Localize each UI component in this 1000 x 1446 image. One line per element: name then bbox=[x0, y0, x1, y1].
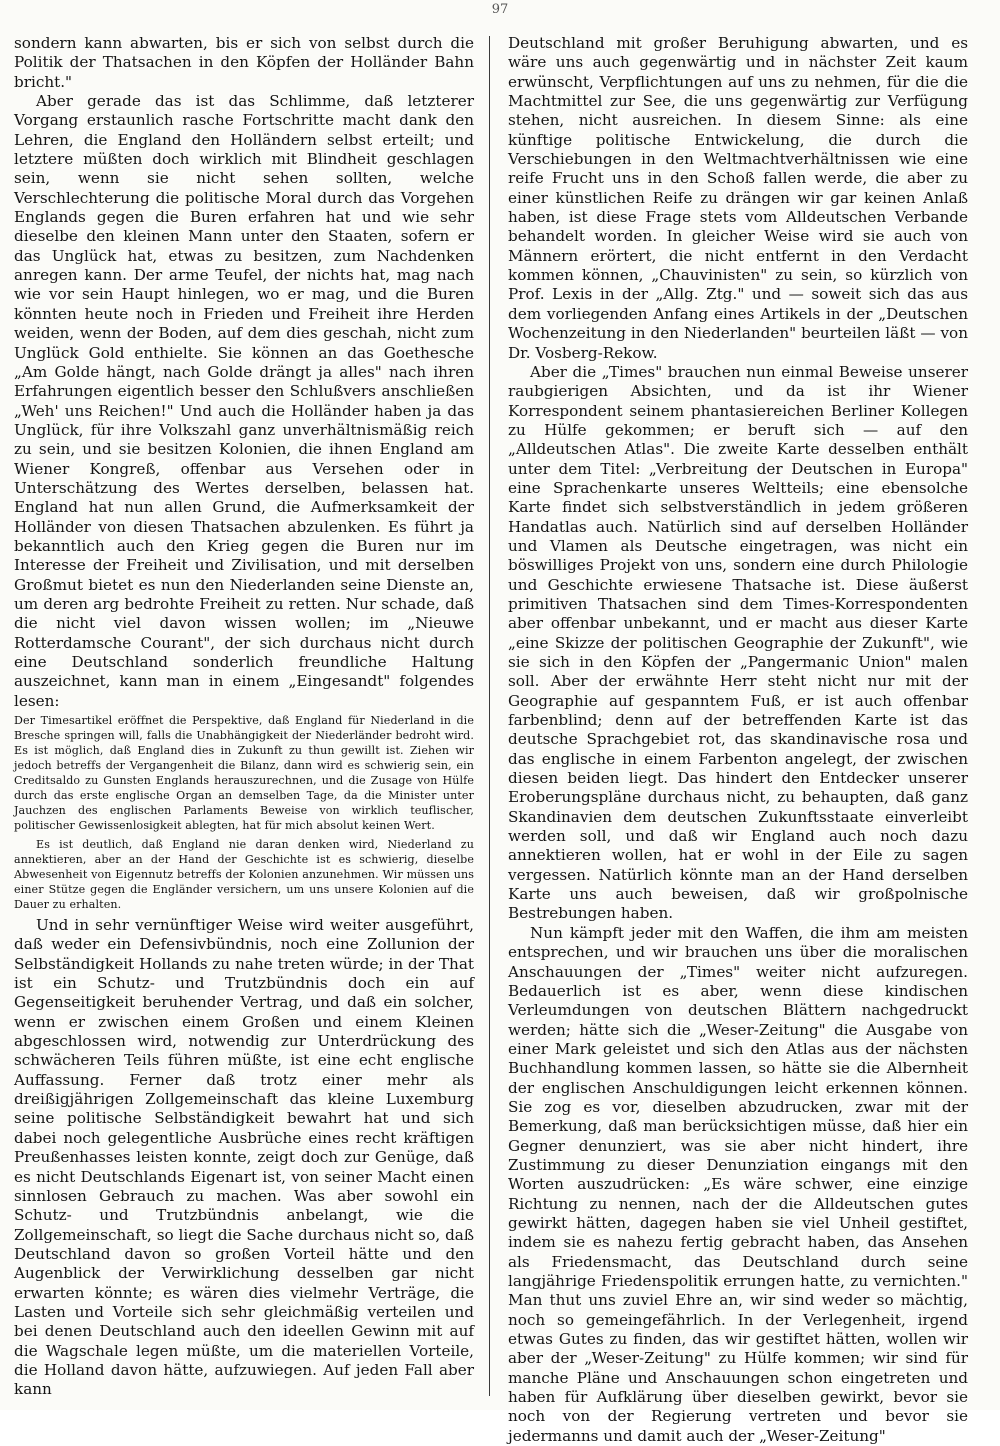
paragraph: Deutschland mit großer Beruhigung abwarten, und es wäre uns auch gegenwärtig und in nächster Zeit kaum erwünscht, Verpflichtungen auf uns zu nehmen, für die die Machtmittel zur See, die uns gegenwärtig zur Verfügung stehen, nicht ausreichen. In diesem Sinne: als eine künftige politische Entwickelung, die durch die Verschiebungen in den Weltmachtverhältnissen wie eine reife Frucht uns in den Schoß fallen werde, die aber zu einer künstlichen Reife zu drängen wir gar keinen Anlaß haben, ist diese Frage stets vom Alldeutschen Verbande behandelt worden. In gleicher Weise wird sie auch von Männern erörtert, die nicht entfernt in den Verdacht kommen können, „Chauvinisten" zu sein, so kürzlich von Prof. Lexis in der „Allg. Ztg." und — soweit sich das aus dem vorliegenden Anfang eines Artikels in der „Deutschen Wochenzeitung in den Niederlanden" beurteilen läßt — von Dr. Vosberg-Rekow. bbox=[508, 34, 968, 362]
left-column bbox=[14, 34, 474, 1400]
paragraph: sondern kann abwarten, bis er sich von selbst durch die Politik der Thatsachen in den Köpfen der Holländer Bahn bricht." bbox=[14, 34, 474, 91]
page-number: 97 bbox=[491, 2, 509, 17]
paragraph: Nun kämpft jeder mit den Waffen, die ihm am meisten entsprechen, und wir brauchen uns über die moralischen Anschauungen der „Times" weiter nicht aufzuregen. Bedauerlich ist es aber, wenn diese kindischen Verleumdungen von deutschen Blättern nachgedruckt werden; hätte sich die „Weser-Zeitung" die Ausgabe von einer Mark geleistet und sich den Atlas aus der nächsten Buchhandlung kommen lassen, so hätte sie die Albernheit der englischen Anschuldigungen leicht erkennen können. Sie zog es vor, dieselben abzudrucken, zwar mit der Bemerkung, daß man berücksichtigen müsse, daß hier ein Gegner denunziert, was sie aber nicht hindert, ihre Zustimmung zu dieser Denunziation eingangs mit den Worten auszudrücken: „Es wäre schwer, eine einzige Richtung zu nennen, nach der die Alldeutschen gutes gewirkt hätten, dagegen haben sie viel Unheil gestiftet, indem sie es nahezu fertig gebracht haben, das Ansehen als Friedensmacht, das Deutschland durch seine langjährige Friedenspolitik errungen hatte, zu vernichten." Man thut uns zuviel Ehre an, wir sind weder so mächtig, noch so gemeingefährlich. In der Verlegenheit, irgend etwas Gutes zu finden, das wir gestiftet hätten, wollen wir aber der „Weser-Zeitung" zu Hülfe kommen; wir sind für manche Pläne und Anschauungen schon eingetreten und haben für Aufklärung über dieselben gewirkt, bevor sie noch von der Regierung vertreten und bevor sie jedermanns und damit auch der „Weser-Zeitung" bbox=[508, 923, 968, 1445]
paragraph: Aber die „Times" brauchen nun einmal Beweise unserer raubgierigen Absichten, und da ist ihr Wiener Korrespondent seinem phantasiereichen Berliner Kollegen zu Hülfe gekommen; er beruft sich — auf den „Alldeutschen Atlas". Die zweite Karte desselben enthält unter dem Titel: „Verbreitung der Deutschen in Europa" eine Sprachenkarte unseres Weltteils; eine ebensolche Karte findet sich selbstverständlich in jedem größeren Handatlas auch. Natürlich sind auf derselben Holländer und Vlamen als Deutsche eingetragen, was nicht ein böswilliges Projekt von uns, sondern eine durch Philologie und Geschichte erwiesene Thatsache ist. Diese äußerst primitiven Thatsachen sind dem Times-Korrespondenten aber offenbar unbekannt, und er macht aus dieser Karte „eine Skizze der politischen Geographie der Zukunft", wie sie sich in den Köpfen der „Pangermanic Union" malen soll. Aber der erwähnte Herr steht nicht nur mit der Geographie auf gespanntem Fuß, er ist auch offenbar farbenblind; denn auf der betreffenden Karte ist das deutsche Sprachgebiet rot, das skandinavische rosa und das englische in einem Farbenton angelegt, der zwischen diesen beiden liegt. Das hindert den Entdecker unserer Eroberungspläne durchaus nicht, zu behaupten, daß ganz Skandinavien dem deutschen Zukunftsstaate einverleibt werden soll, und daß wir England auch noch dazu annektieren wollen, hat er wohl in der Eile zu sagen vergessen. Natürlich könnte man an der Hand derselben Karte uns auch beweisen, daß wir großpolnische Bestrebungen haben. bbox=[508, 362, 968, 923]
column-divider bbox=[489, 36, 490, 1396]
right-column bbox=[508, 34, 968, 1445]
paragraph: Aber gerade das ist das Schlimme, daß letzterer Vorgang erstaunlich rasche Fortschritte macht dank den Lehren, die England den Holländern selbst erteilt; und letztere müßten doch wirklich mit Blindheit geschlagen sein, wenn sie nicht sehen sollten, welche Verschlechterung die politische Moral durch das Vorgehen Englands gegen die Buren erfahren hat und wie sehr dieselbe den kleinen Mann unter den Staaten, sofern er das Unglück hat, etwas zu besitzen, zum Nachdenken anregen kann. Der arme Teufel, der nichts hat, mag nach wie vor sein Haupt hinlegen, wo er mag, und die Buren könnten heute noch in Frieden und Freiheit ihre Herden weiden, wenn der Boden, auf dem dies geschah, nicht zum Unglück Gold enthielte. Sie können an das Goethesche „Am Golde hängt, nach Golde drängt ja alles" nach ihren Erfahrungen eigentlich besser den Schlußvers anschließen „Weh' uns Reichen!" Und auch die Holländer haben ja das Unglück, für ihre Volkszahl ganz unverhältnismäßig reich zu sein, und sie besitzen Kolonien, die ihnen England am Wiener Kongreß, offenbar aus Versehen oder in Unterschätzung des Wertes derselben, belassen hat. England hat nun allen Grund, die Aufmerksamkeit der Holländer von diesen Thatsachen abzulenken. Es führt ja bekanntlich auch den Krieg gegen die Buren nur im Interesse der Freiheit und Zivilisation, und mit derselben Großmut bietet es nun den Niederlanden seine Dienste an, um deren arg bedrohte Freiheit zu retten. Nur schade, daß die nicht viel davon wissen wollen; im „Nieuwe Rotterdamsche Courant", der sich durchaus nicht durch eine Deutschland sonderlich freundliche Haltung auszeichnet, kann man in einem „Eingesandt" folgendes lesen: bbox=[14, 92, 474, 710]
quoted-letter: Es ist deutlich, daß England nie daran denken wird, Niederland zu annektieren, aber an der Hand der Geschichte ist es schwierig, dieselbe Abwesenheit von Eigennutz betreffs der Kolonien anzunehmen. Wir müssen uns einer Stütze gegen die Engländer versichern, um uns unsere Kolonien auf die Dauer zu erhalten. bbox=[14, 838, 474, 912]
paragraph: Und in sehr vernünftiger Weise wird weiter ausgeführt, daß weder ein Defensivbündnis, noch eine Zollunion der Selbständigkeit Hollands zu nahe treten würde; in der That ist ein Schutz- und Trutzbündnis doch ein auf Gegenseitigkeit beruhender Vertrag, und daß ein solcher, wenn er zwischen einem Großen und einem Kleinen abgeschlossen wird, notwendig zur Unterdrückung des schwächeren Teils führen müßte, ist eine echt englische Auffassung. Ferner daß trotz einer mehr als dreißigjährigen Zollgemeinschaft das kleine Luxemburg seine politische Selbständigkeit bewahrt hat und sich dabei noch gelegentliche Ausbrüche eines recht kräftigen Preußenhasses leisten konnte, zeigt doch zur Genüge, daß es nicht Deutschlands Eigenart ist, von seiner Macht einen sinnlosen Gebrauch zu machen. Was aber sowohl ein Schutz- und Trutzbündnis anbelangt, wie die Zollgemeinschaft, so liegt die Sache durchaus nicht so, daß Deutschland davon so großen Vorteil hätte und den Augenblick der Verwirklichung desselben gar nicht erwarten könnte; es wären dies vielmehr Verträge, die Lasten und Vorteile sich sehr gleichmäßig verteilen und bei denen Deutschland auch den ideellen Gewinn mit auf die Wagschale legen müßte, um die materiellen Vorteile, die Holland davon hätte, aufzuwiegen. Auf jeden Fall aber kann bbox=[14, 916, 474, 1399]
quoted-letter: Der Timesartikel eröffnet die Perspektive, daß England für Niederland in die Bresche springen will, falls die Unabhängigkeit der Niederländer bedroht wird. Es ist möglich, daß England dies in Zukunft zu thun gewillt ist. Ziehen wir jedoch betreffs der Vergangenheit die Bilanz, dann wird es schwierig sein, ein Creditsaldo zu Gunsten Englands herauszurechnen, und die Zusage von Hülfe durch das erste englische Organ an demselben Tage, da die Minister unter Jauchzen des englischen Parlaments Beweise von wirklich teuflischer, politischer Gewissenlosigkeit ablegten, hat für mich absolut keinen Wert. bbox=[14, 714, 474, 833]
